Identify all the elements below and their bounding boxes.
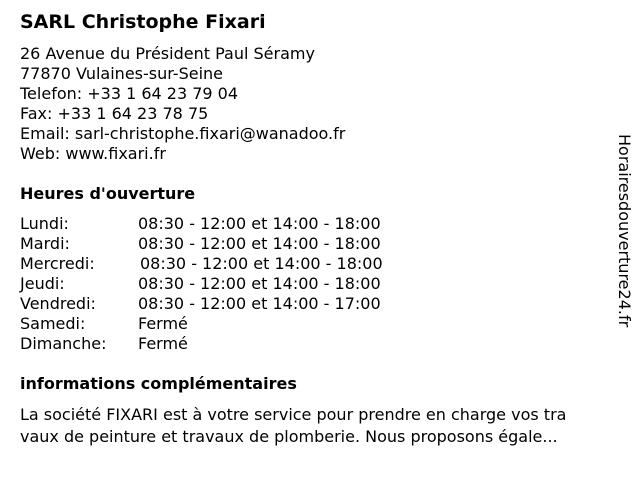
hours-row-sunday: [20, 334, 440, 354]
additional-info-heading: informations complémentaires: [20, 374, 297, 393]
hours-row-saturday: [20, 314, 440, 334]
hours-time: Fermé: [138, 314, 188, 333]
hours-day: Vendredi:: [20, 294, 96, 313]
hours-time: 08:30 - 12:00 et 14:00 - 17:00: [138, 294, 381, 313]
email: Email: sarl-christophe.fixari@wanadoo.fr: [20, 124, 346, 143]
watermark-text: Horairesdouverture24.fr: [615, 134, 634, 328]
hours-day: Jeudi:: [20, 274, 65, 293]
hours-row-wednesday: [20, 254, 440, 274]
hours-time: Fermé: [138, 334, 188, 353]
hours-time: 08:30 - 12:00 et 14:00 - 18:00: [140, 254, 383, 273]
hours-day: Mercredi:: [20, 254, 95, 273]
hours-day: Dimanche:: [20, 334, 107, 353]
telephone: Telefon: +33 1 64 23 79 04: [20, 84, 239, 103]
hours-row-friday: [20, 294, 440, 314]
hours-row-tuesday: [20, 234, 440, 254]
hours-day: Mardi:: [20, 234, 70, 253]
description-line: vaux de peinture et travaux de plomberie. Nous proposons égale...: [20, 427, 558, 446]
opening-hours-heading: Heures d'ouverture: [20, 184, 196, 203]
opening-hours-table: [20, 214, 440, 354]
hours-row-thursday: [20, 274, 440, 294]
address-city: 77870 Vulaines-sur-Seine: [20, 64, 224, 83]
hours-time: 08:30 - 12:00 et 14:00 - 18:00: [138, 234, 381, 253]
business-name: SARL Christophe Fixari: [20, 11, 266, 33]
hours-day: Lundi:: [20, 214, 69, 233]
hours-time: 08:30 - 12:00 et 14:00 - 18:00: [138, 274, 381, 293]
address-street: 26 Avenue du Président Paul Séramy: [20, 44, 315, 63]
website: Web: www.fixari.fr: [20, 144, 166, 163]
fax: Fax: +33 1 64 23 78 75: [20, 104, 209, 123]
hours-row-monday: [20, 214, 440, 234]
hours-day: Samedi:: [20, 314, 86, 333]
description-line: La société FIXARI est à votre service pour prendre en charge vos tra: [20, 405, 567, 424]
additional-info-text: [20, 404, 618, 448]
contact-block: [20, 44, 345, 164]
hours-time: 08:30 - 12:00 et 14:00 - 18:00: [138, 214, 381, 233]
